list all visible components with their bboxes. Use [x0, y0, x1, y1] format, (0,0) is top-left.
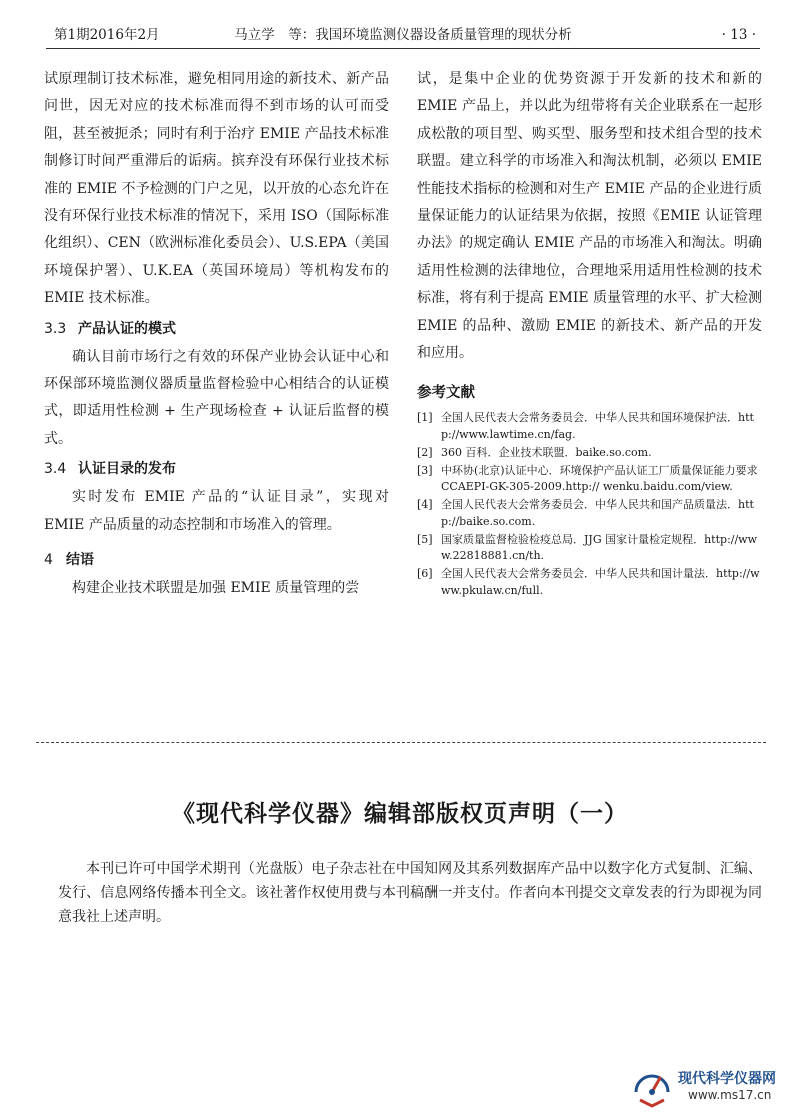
- section-heading-3-3: [44, 318, 389, 340]
- reference-item: [417, 445, 762, 461]
- dashed-divider: [36, 742, 766, 743]
- reference-number: [4]: [417, 498, 433, 512]
- site-name: 现代科学仪器网: [678, 1071, 776, 1087]
- reference-number: [3]: [417, 464, 433, 478]
- reference-text: 全国人民代表大会常务委员会．中华人民共和国环境保护法．http://www.lawtime.cn/fag.: [441, 411, 754, 441]
- reference-item: [417, 497, 762, 529]
- site-logo-icon: [630, 1066, 674, 1108]
- reference-item: [417, 410, 762, 442]
- reference-number: [6]: [417, 567, 433, 581]
- section-number: 3.3: [44, 320, 67, 337]
- reference-text: 全国人民代表大会常务委员会．中华人民共和国产品质量法．http://baike.so.com.: [441, 498, 754, 528]
- running-title: 马立学 等：我国环境监测仪器设备质量管理的现状分析: [234, 27, 572, 43]
- section-title: 产品认证的模式: [78, 320, 176, 337]
- references-list: [417, 410, 762, 598]
- section-number: 3.4: [44, 461, 67, 478]
- section-number: 4: [44, 552, 53, 569]
- left-column: [44, 66, 389, 603]
- site-url: www.ms17.cn: [688, 1088, 772, 1102]
- notice-title: 《现代科学仪器》编辑部版权页声明（一）: [172, 800, 628, 827]
- reference-number: [1]: [417, 411, 433, 425]
- paragraph: 试，是集中企业的优势资源于开发新的技术和新的 EMIE 产品上，并以此为纽带将有关企业联系在一起形成松散的项目型、购买型、服务型和技术组合型的技术联盟。建立科学的市场准入和淘汰机制，必须以 EMIE 性能技术指标的检测和对生产 EMIE 产品的企业进行质量保证能力的认证结果为依据，按照《EMIE 认证管理办法》的规定确认 EMIE 产品的市场准入和淘汰。明确适用性检测的法律地位，合理地采用适用性检测的技术标准，将有利于提高 EMIE 质量管理的水平、扩大检测 EMIE 的品种、激励 EMIE 的新技术、新产品的开发和应用。: [417, 71, 762, 362]
- reference-number: [2]: [417, 445, 433, 459]
- reference-item: [417, 532, 762, 564]
- reference-text: 中环协(北京)认证中心．环境保护产品认证工厂质量保证能力要求 CCAEPI-GK-305-2009.http:// wenku.baidu.com/view.: [441, 464, 758, 494]
- site-watermark: [630, 1066, 790, 1108]
- paragraph: 确认目前市场行之有效的环保产业协会认证中心和环保部环境监测仪器质量监督检验中心相结合的认证模式，即适用性检测 + 生产现场检查 + 认证后监督的模式。: [44, 348, 389, 447]
- reference-item: [417, 463, 762, 495]
- paragraph: 构建企业技术联盟是加强 EMIE 质量管理的尝: [72, 580, 360, 597]
- reference-text: 360 百科．企业技术联盟．baike.so.com.: [441, 445, 652, 459]
- running-header: [46, 22, 760, 49]
- paragraph: 实时发布 EMIE 产品的“认证目录”，实现对 EMIE 产品质量的动态控制和市场准入的管理。: [44, 489, 389, 533]
- paragraph: 试原理制订技术标准，避免相同用途的新技术、新产品问世，因无对应的技术标准而得不到市场的认可而受阻，甚至被扼杀；同时有利于治疗 EMIE 产品技术标准制修订时间严重滞后的诟病。摈弃没有环保行业技术标准的 EMIE 不予检测的门户之见，以开放的心态允许在没有环保行业技术标准的情况下，采用 ISO（国际标准化组织）、CEN（欧洲标准化委员会）、U.S.EPA（美国环境保护署）、U.K.EA（英国环境局）等机构发布的 EMIE 技术标准。: [44, 71, 389, 307]
- page-number: · 13 ·: [721, 27, 756, 43]
- reference-text: 全国人民代表大会常务委员会．中华人民共和国计量法．http://www.pkulaw.cn/full.: [441, 567, 760, 597]
- right-column: [417, 66, 762, 601]
- issue-info: 第1期2016年2月: [54, 27, 160, 43]
- reference-item: [417, 566, 762, 598]
- references-heading: 参考文献: [417, 385, 475, 402]
- section-title: 结语: [66, 552, 94, 569]
- section-title: 认证目录的发布: [78, 461, 176, 478]
- notice-body: 本刊已许可中国学术期刊（光盘版）电子杂志社在中国知网及其系列数据库产品中以数字化方式复制、汇编、发行、信息网络传播本刊全文。该社著作权使用费与本刊稿酬一并支付。作者向本刊提交文章发表的行为即视为同意我社上述声明。: [58, 861, 762, 925]
- section-heading-4: [44, 549, 389, 571]
- reference-text: 国家质量监督检验检疫总局．JJG 国家计量检定规程．http://www.22818881.cn/th.: [441, 532, 758, 563]
- section-heading-3-4: [44, 458, 389, 480]
- reference-number: [5]: [417, 532, 433, 546]
